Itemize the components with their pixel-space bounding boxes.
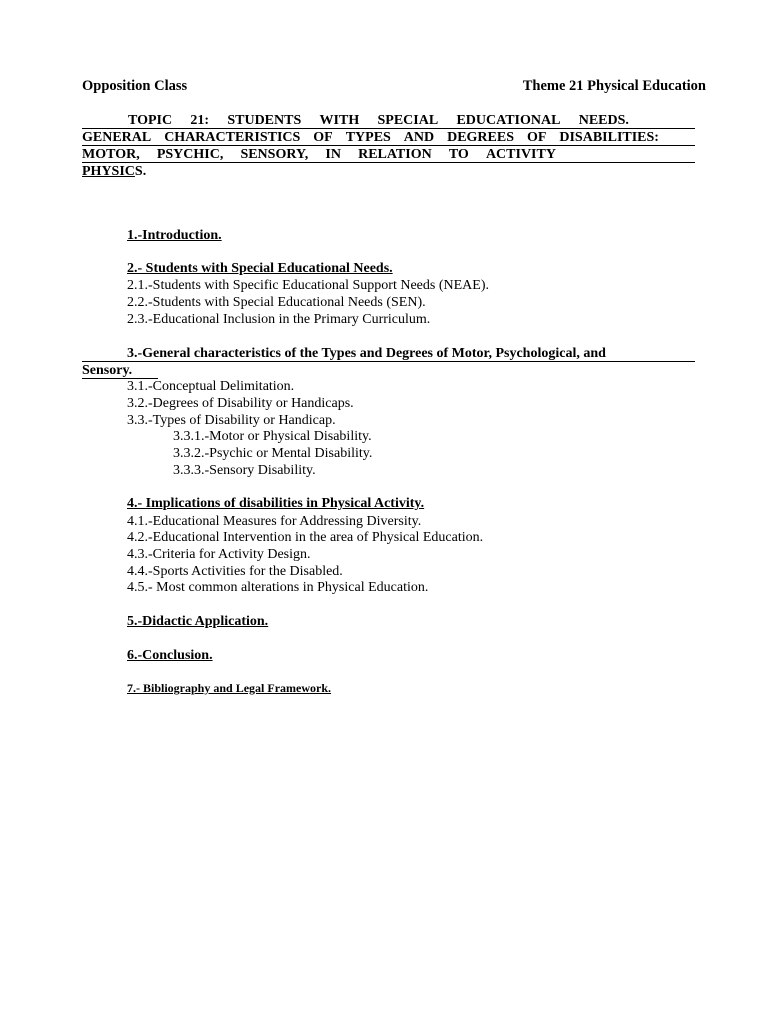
topic-word: MOTOR, — [82, 147, 140, 162]
topic-word: TYPES — [345, 130, 391, 145]
header-right-title: Theme 21 Physical Education — [522, 78, 706, 94]
section-6-heading: 6.-Conclusion. — [127, 648, 213, 663]
topic-word: TOPIC — [128, 113, 173, 128]
topic-word: 21: — [190, 113, 210, 128]
section-3-heading-line-2: Sensory. — [82, 362, 158, 379]
topic-line-3 — [82, 146, 695, 163]
topic-word: STUDENTS — [227, 113, 302, 128]
toc-item-3-1: 3.1.-Conceptual Delimitation. — [127, 379, 295, 394]
topic-word: S. — [134, 164, 147, 179]
toc-item-2-1: 2.1.-Students with Specific Educational Support Needs (NEAE). — [127, 278, 489, 293]
section-2-heading: 2.- Students with Special Educational Needs. — [127, 261, 393, 276]
topic-word: SPECIAL — [377, 113, 439, 128]
toc-item-4-1: 4.1.-Educational Measures for Addressing Diversity. — [127, 514, 422, 529]
topic-word: AND — [403, 130, 435, 145]
topic-heading — [82, 112, 695, 180]
topic-word: PSYCHIC, — [156, 147, 224, 162]
toc-item-2-3: 2.3.-Educational Inclusion in the Primary Curriculum. — [127, 312, 431, 327]
section-7-heading: 7.- Bibliography and Legal Framework. — [127, 681, 332, 695]
topic-word: TO — [448, 147, 469, 162]
topic-word: RELATION — [358, 147, 432, 162]
topic-word: DISABILITIES: — [559, 130, 659, 145]
topic-word: IN — [325, 147, 341, 162]
toc-item-3-2: 3.2.-Degrees of Disability or Handicaps. — [127, 396, 354, 411]
toc-item-4-5: 4.5.- Most common alterations in Physical Education. — [127, 580, 429, 595]
topic-line-2 — [82, 129, 695, 146]
toc-item-3-3: 3.3.-Types of Disability or Handicap. — [127, 413, 336, 428]
section-1-heading: 1.-Introduction. — [127, 228, 222, 243]
topic-word: NEEDS. — [578, 113, 629, 128]
toc-item-3-3-2: 3.3.2.-Psychic or Mental Disability. — [173, 446, 373, 461]
toc-item-3-3-1: 3.3.1.-Motor or Physical Disability. — [173, 429, 372, 444]
toc-item-4-3: 4.3.-Criteria for Activity Design. — [127, 547, 311, 562]
header-left-title: Opposition Class — [82, 78, 188, 94]
section-3-heading — [82, 345, 695, 379]
toc-item-4-2: 4.2.-Educational Intervention in the area of Physical Education. — [127, 530, 484, 545]
topic-word-underlined: PHYSIC — [82, 164, 135, 179]
topic-word: WITH — [319, 113, 360, 128]
topic-word: ACTIVITY — [485, 147, 556, 162]
toc-item-4-4: 4.4.-Sports Activities for the Disabled. — [127, 564, 343, 579]
topic-word: OF — [526, 130, 547, 145]
toc-item-3-3-3: 3.3.3.-Sensory Disability. — [173, 463, 316, 478]
topic-word: SENSORY, — [240, 147, 309, 162]
section-3-heading-line-1: 3.-General characteristics of the Types and Degrees of Motor, Psychological, and — [82, 345, 695, 362]
section-4-heading: 4.- Implications of disabilities in Physical Activity. — [127, 496, 425, 511]
topic-word: EDUCATIONAL — [456, 113, 561, 128]
topic-line-1 — [82, 112, 695, 129]
topic-line-4 — [82, 163, 695, 180]
topic-word: CHARACTERISTICS — [164, 130, 301, 145]
topic-word: GENERAL — [82, 130, 152, 145]
topic-word: OF — [313, 130, 333, 145]
toc-item-2-2: 2.2.-Students with Special Educational Needs (SEN). — [127, 295, 426, 310]
section-5-heading: 5.-Didactic Application. — [127, 614, 269, 629]
topic-word: DEGREES — [447, 130, 514, 145]
